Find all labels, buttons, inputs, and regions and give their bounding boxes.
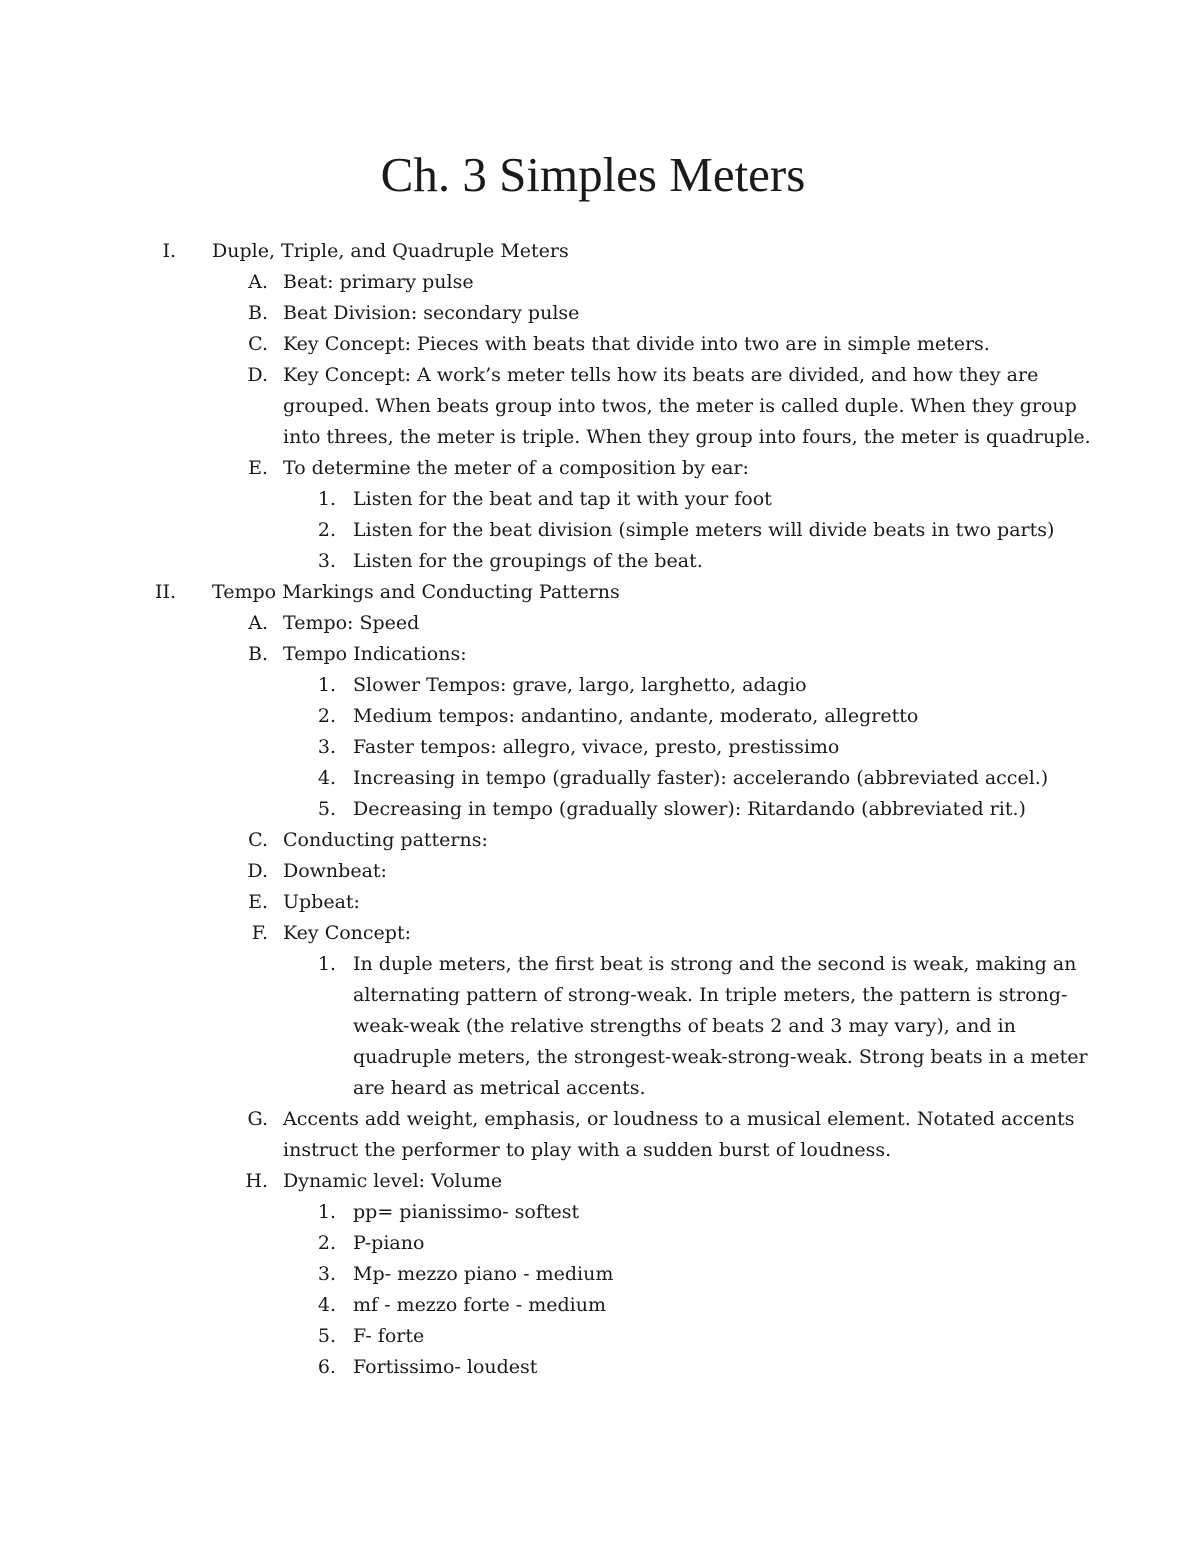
outline-item-line	[0, 639, 1200, 670]
list-item-text: Beat: primary pulse	[283, 271, 474, 293]
outline-item-line	[0, 360, 1200, 391]
list-marker: 4.	[317, 1294, 336, 1316]
list-item-text: quadruple meters, the strongest-weak-strong-weak. Strong beats in a meter	[353, 1046, 1088, 1068]
page-title: Ch. 3 Simples Meters	[380, 147, 806, 202]
list-marker: 2.	[317, 705, 336, 727]
outline-item-line	[0, 887, 1200, 918]
list-item-text: Faster tempos: allegro, vivace, presto, prestissimo	[353, 736, 840, 758]
list-marker: 6.	[317, 1356, 336, 1378]
list-item-text: Key Concept: A work’s meter tells how its beats are divided, and how they are	[283, 364, 1039, 386]
list-marker: 2.	[317, 1232, 336, 1254]
list-item-text: mf - mezzo forte - medium	[353, 1294, 606, 1316]
list-item-text: Upbeat:	[283, 891, 360, 913]
list-marker: 3.	[317, 736, 336, 758]
list-marker: 1.	[317, 488, 336, 510]
list-marker: 1.	[317, 953, 336, 975]
outline-item-line	[0, 949, 1200, 980]
outline-item-line	[0, 391, 1200, 422]
list-marker: 5.	[317, 1325, 336, 1347]
list-item-text: Listen for the beat and tap it with your foot	[353, 488, 772, 510]
outline-item-line	[0, 577, 1200, 608]
list-marker: E.	[248, 457, 268, 479]
outline-item-line	[0, 267, 1200, 298]
list-item-text: Downbeat:	[283, 860, 387, 882]
outline-item-line	[0, 546, 1200, 577]
outline-item-line	[0, 1321, 1200, 1352]
list-item-text: In duple meters, the first beat is strong and the second is weak, making an	[353, 953, 1077, 975]
outline-item-line	[0, 701, 1200, 732]
list-marker: D.	[247, 860, 268, 882]
outline-item-line	[0, 1073, 1200, 1104]
outline-item-line	[0, 1290, 1200, 1321]
list-marker: C.	[248, 829, 268, 851]
outline-item-line	[0, 608, 1200, 639]
list-item-text: alternating pattern of strong-weak. In triple meters, the pattern is strong-	[353, 984, 1068, 1006]
list-marker: 5.	[317, 798, 336, 820]
outline-item-line	[0, 1166, 1200, 1197]
list-item-text: Decreasing in tempo (gradually slower): Ritardando (abbreviated rit.)	[353, 798, 1026, 820]
list-item-text: Duple, Triple, and Quadruple Meters	[212, 240, 569, 262]
list-item-text: Tempo: Speed	[283, 612, 420, 634]
list-marker: 3.	[317, 1263, 336, 1285]
list-marker: D.	[247, 364, 268, 386]
list-marker: A.	[248, 271, 268, 293]
outline-item-line	[0, 298, 1200, 329]
list-marker: E.	[248, 891, 268, 913]
list-marker: 1.	[317, 1201, 336, 1223]
list-item-text: into threes, the meter is triple. When they group into fours, the meter is quadruple.	[283, 426, 1091, 448]
list-item-text: grouped. When beats group into twos, the meter is called duple. When they group	[283, 395, 1077, 417]
list-marker: B.	[247, 643, 268, 665]
outline-item-line	[0, 918, 1200, 949]
list-item-text: Dynamic level: Volume	[283, 1170, 503, 1192]
outline-item-line	[0, 980, 1200, 1011]
list-item-text: Tempo Markings and Conducting Patterns	[212, 581, 620, 603]
outline-item-line	[0, 1228, 1200, 1259]
list-item-text: pp= pianissimo- softest	[353, 1201, 580, 1223]
list-item-text: To determine the meter of a composition by ear:	[283, 457, 749, 479]
list-item-text: are heard as metrical accents.	[353, 1077, 646, 1099]
list-marker: I.	[162, 240, 176, 262]
list-marker: 4.	[317, 767, 336, 789]
list-item-text: Slower Tempos: grave, largo, larghetto, adagio	[353, 674, 807, 696]
list-item-text: Conducting patterns:	[283, 829, 488, 851]
list-marker: B.	[247, 302, 268, 324]
list-item-text: Accents add weight, emphasis, or loudness to a musical element. Notated accents	[283, 1108, 1075, 1130]
outline-item-line	[0, 763, 1200, 794]
list-item-text: Listen for the beat division (simple meters will divide beats in two parts)	[353, 519, 1055, 541]
outline-item-line	[0, 856, 1200, 887]
outline-item-line	[0, 1042, 1200, 1073]
outline-item-line	[0, 732, 1200, 763]
list-marker: A.	[248, 612, 268, 634]
list-item-text: instruct the performer to play with a sudden burst of loudness.	[283, 1139, 892, 1161]
outline-item-line	[0, 670, 1200, 701]
outline-item-line	[0, 1104, 1200, 1135]
list-item-text: Tempo Indications:	[283, 643, 467, 665]
list-item-text: P-piano	[353, 1232, 425, 1254]
list-item-text: Beat Division: secondary pulse	[283, 302, 580, 324]
outline-item-line	[0, 484, 1200, 515]
outline-item-line	[0, 515, 1200, 546]
outline-list	[0, 236, 1200, 1383]
outline-item-line	[0, 329, 1200, 360]
list-item-text: Mp- mezzo piano - medium	[353, 1263, 614, 1285]
outline-item-line	[0, 1135, 1200, 1166]
outline-item-line	[0, 453, 1200, 484]
outline-item-line	[0, 825, 1200, 856]
list-marker: H.	[245, 1170, 268, 1192]
outline-item-line	[0, 1011, 1200, 1042]
outline-item-line	[0, 1352, 1200, 1383]
list-item-text: F- forte	[353, 1325, 425, 1347]
outline-item-line	[0, 794, 1200, 825]
outline-item-line	[0, 1259, 1200, 1290]
list-marker: F.	[251, 922, 268, 944]
list-marker: 3.	[317, 550, 336, 572]
list-marker: C.	[248, 333, 268, 355]
list-item-text: Medium tempos: andantino, andante, moderato, allegretto	[353, 705, 919, 727]
list-marker: 2.	[317, 519, 336, 541]
list-item-text: Fortissimo- loudest	[353, 1356, 538, 1378]
list-marker: G.	[247, 1108, 268, 1130]
list-item-text: Key Concept:	[283, 922, 411, 944]
list-marker: 1.	[317, 674, 336, 696]
list-item-text: Key Concept: Pieces with beats that divide into two are in simple meters.	[283, 333, 990, 355]
outline-item-line	[0, 422, 1200, 453]
list-item-text: weak-weak (the relative strengths of beats 2 and 3 may vary), and in	[353, 1015, 1016, 1037]
list-item-text: Listen for the groupings of the beat.	[353, 550, 703, 572]
list-marker: II.	[154, 581, 176, 603]
outline-item-line	[0, 1197, 1200, 1228]
list-item-text: Increasing in tempo (gradually faster): accelerando (abbreviated accel.)	[353, 767, 1049, 789]
outline-item-line	[0, 236, 1200, 267]
